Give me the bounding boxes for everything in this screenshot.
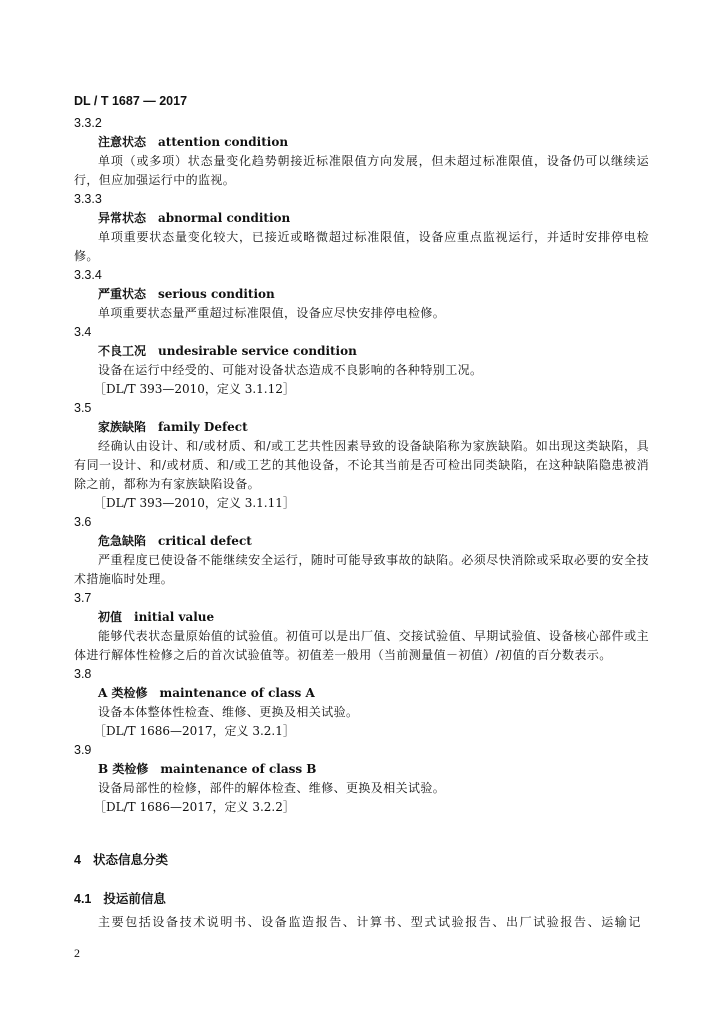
section-title: 状态信息分类 [92, 853, 168, 867]
term-definition: 单项重要状态量变化较大，已接近或略微超过标准限值，设备应重点监视运行，并适时安排停电检修。 [74, 230, 649, 263]
section-number: 4.1 [74, 892, 92, 906]
term-title [74, 532, 649, 551]
term-en: initial value [134, 610, 215, 624]
term-en: abnormal condition [158, 211, 291, 225]
term-cn: 危急缺陷 [98, 534, 147, 548]
term-definition: 设备本体整体性检查、维修、更换及相关试验。 [98, 705, 359, 719]
term-en: serious condition [158, 287, 275, 301]
term-definition: 设备在运行中经受的、可能对设备状态造成不良影响的各种特别工况。 [98, 363, 483, 377]
clause [74, 513, 649, 589]
term-cn: 异常状态 [98, 211, 147, 225]
term-title [74, 760, 649, 779]
clause [74, 323, 649, 399]
section-4-1-heading [74, 889, 166, 907]
clause [74, 399, 649, 513]
page-number: 2 [74, 946, 80, 960]
term-definition: 严重程度已使设备不能继续安全运行，随时可能导致事故的缺陷。必须尽快消除或采取必要的安全技术措施临时处理。 [74, 553, 649, 586]
term-definition: 设备局部性的检修，部件的解体检查、维修、更换及相关试验。 [98, 781, 446, 795]
term-cn: A 类检修 [98, 686, 148, 700]
term-source: ［DL/T 1686—2017，定义 3.2.2］ [94, 800, 295, 814]
term-cn: 不良工况 [98, 344, 147, 358]
section-title: 投运前信息 [103, 892, 166, 906]
section-4-heading [74, 850, 168, 868]
section-4-1-paragraph: 主要包括设备技术说明书、设备监造报告、计算书、型式试验报告、出厂试验报告、运输记 [98, 915, 643, 929]
term-title [74, 608, 649, 627]
term-definition: 经确认由设计、和/或材质、和/或工艺共性因素导致的设备缺陷称为家族缺陷。如出现这类缺陷，具有同一设计、和/或材质、和/或工艺的其他设备，不论其当前是否可检出同类缺陷，在这种缺陷隐患被消除之前，都称为有家族缺陷设备。 [74, 439, 649, 491]
term-title [74, 133, 649, 152]
clause [74, 665, 649, 741]
term-title [74, 342, 649, 361]
clause [74, 741, 649, 817]
term-definition: 单项（或多项）状态量变化趋势朝接近标准限值方向发展，但未超过标准限值，设备仍可以继续运行，但应加强运行中的监视。 [74, 154, 649, 187]
term-en: maintenance of class B [160, 762, 317, 776]
term-title [74, 285, 649, 304]
term-source: ［DL/T 393—2010，定义 3.1.12］ [94, 382, 295, 396]
clause-number: 3.4 [74, 325, 92, 339]
term-source: ［DL/T 1686—2017，定义 3.2.1］ [94, 724, 295, 738]
term-en: critical defect [158, 534, 252, 548]
term-en: family Defect [158, 420, 248, 434]
clause-number: 3.3.2 [74, 116, 102, 130]
term-en: undesirable service condition [158, 344, 357, 358]
term-cn: 严重状态 [98, 287, 147, 301]
term-cn: 注意状态 [98, 135, 147, 149]
clause-list [74, 114, 649, 817]
clause-number: 3.3.4 [74, 268, 102, 282]
clause [74, 190, 649, 266]
term-cn: 家族缺陷 [98, 420, 147, 434]
term-title [74, 209, 649, 228]
term-title [74, 684, 649, 703]
term-definition: 单项重要状态量严重超过标准限值，设备应尽快安排停电检修。 [98, 306, 446, 320]
term-cn: B 类检修 [98, 762, 149, 776]
term-source: ［DL/T 393—2010，定义 3.1.11］ [94, 496, 295, 510]
term-cn: 初值 [98, 610, 123, 624]
section-number: 4 [74, 853, 81, 867]
clause-number: 3.5 [74, 401, 92, 415]
term-en: maintenance of class A [159, 686, 315, 700]
clause [74, 266, 649, 323]
clause [74, 589, 649, 665]
clause-number: 3.8 [74, 667, 92, 681]
document-header: DL / T 1687 — 2017 [74, 94, 188, 108]
clause-number: 3.9 [74, 743, 92, 757]
clause [74, 114, 649, 190]
term-definition: 能够代表状态量原始值的试验值。初值可以是出厂值、交接试验值、早期试验值、设备核心部件或主体进行解体性检修之后的首次试验值等。初值差一般用（当前测量值－初值）/初值的百分数表示。 [74, 629, 649, 662]
term-title [74, 418, 649, 437]
clause-number: 3.7 [74, 591, 92, 605]
term-en: attention condition [158, 135, 289, 149]
clause-number: 3.6 [74, 515, 92, 529]
clause-number: 3.3.3 [74, 192, 102, 206]
